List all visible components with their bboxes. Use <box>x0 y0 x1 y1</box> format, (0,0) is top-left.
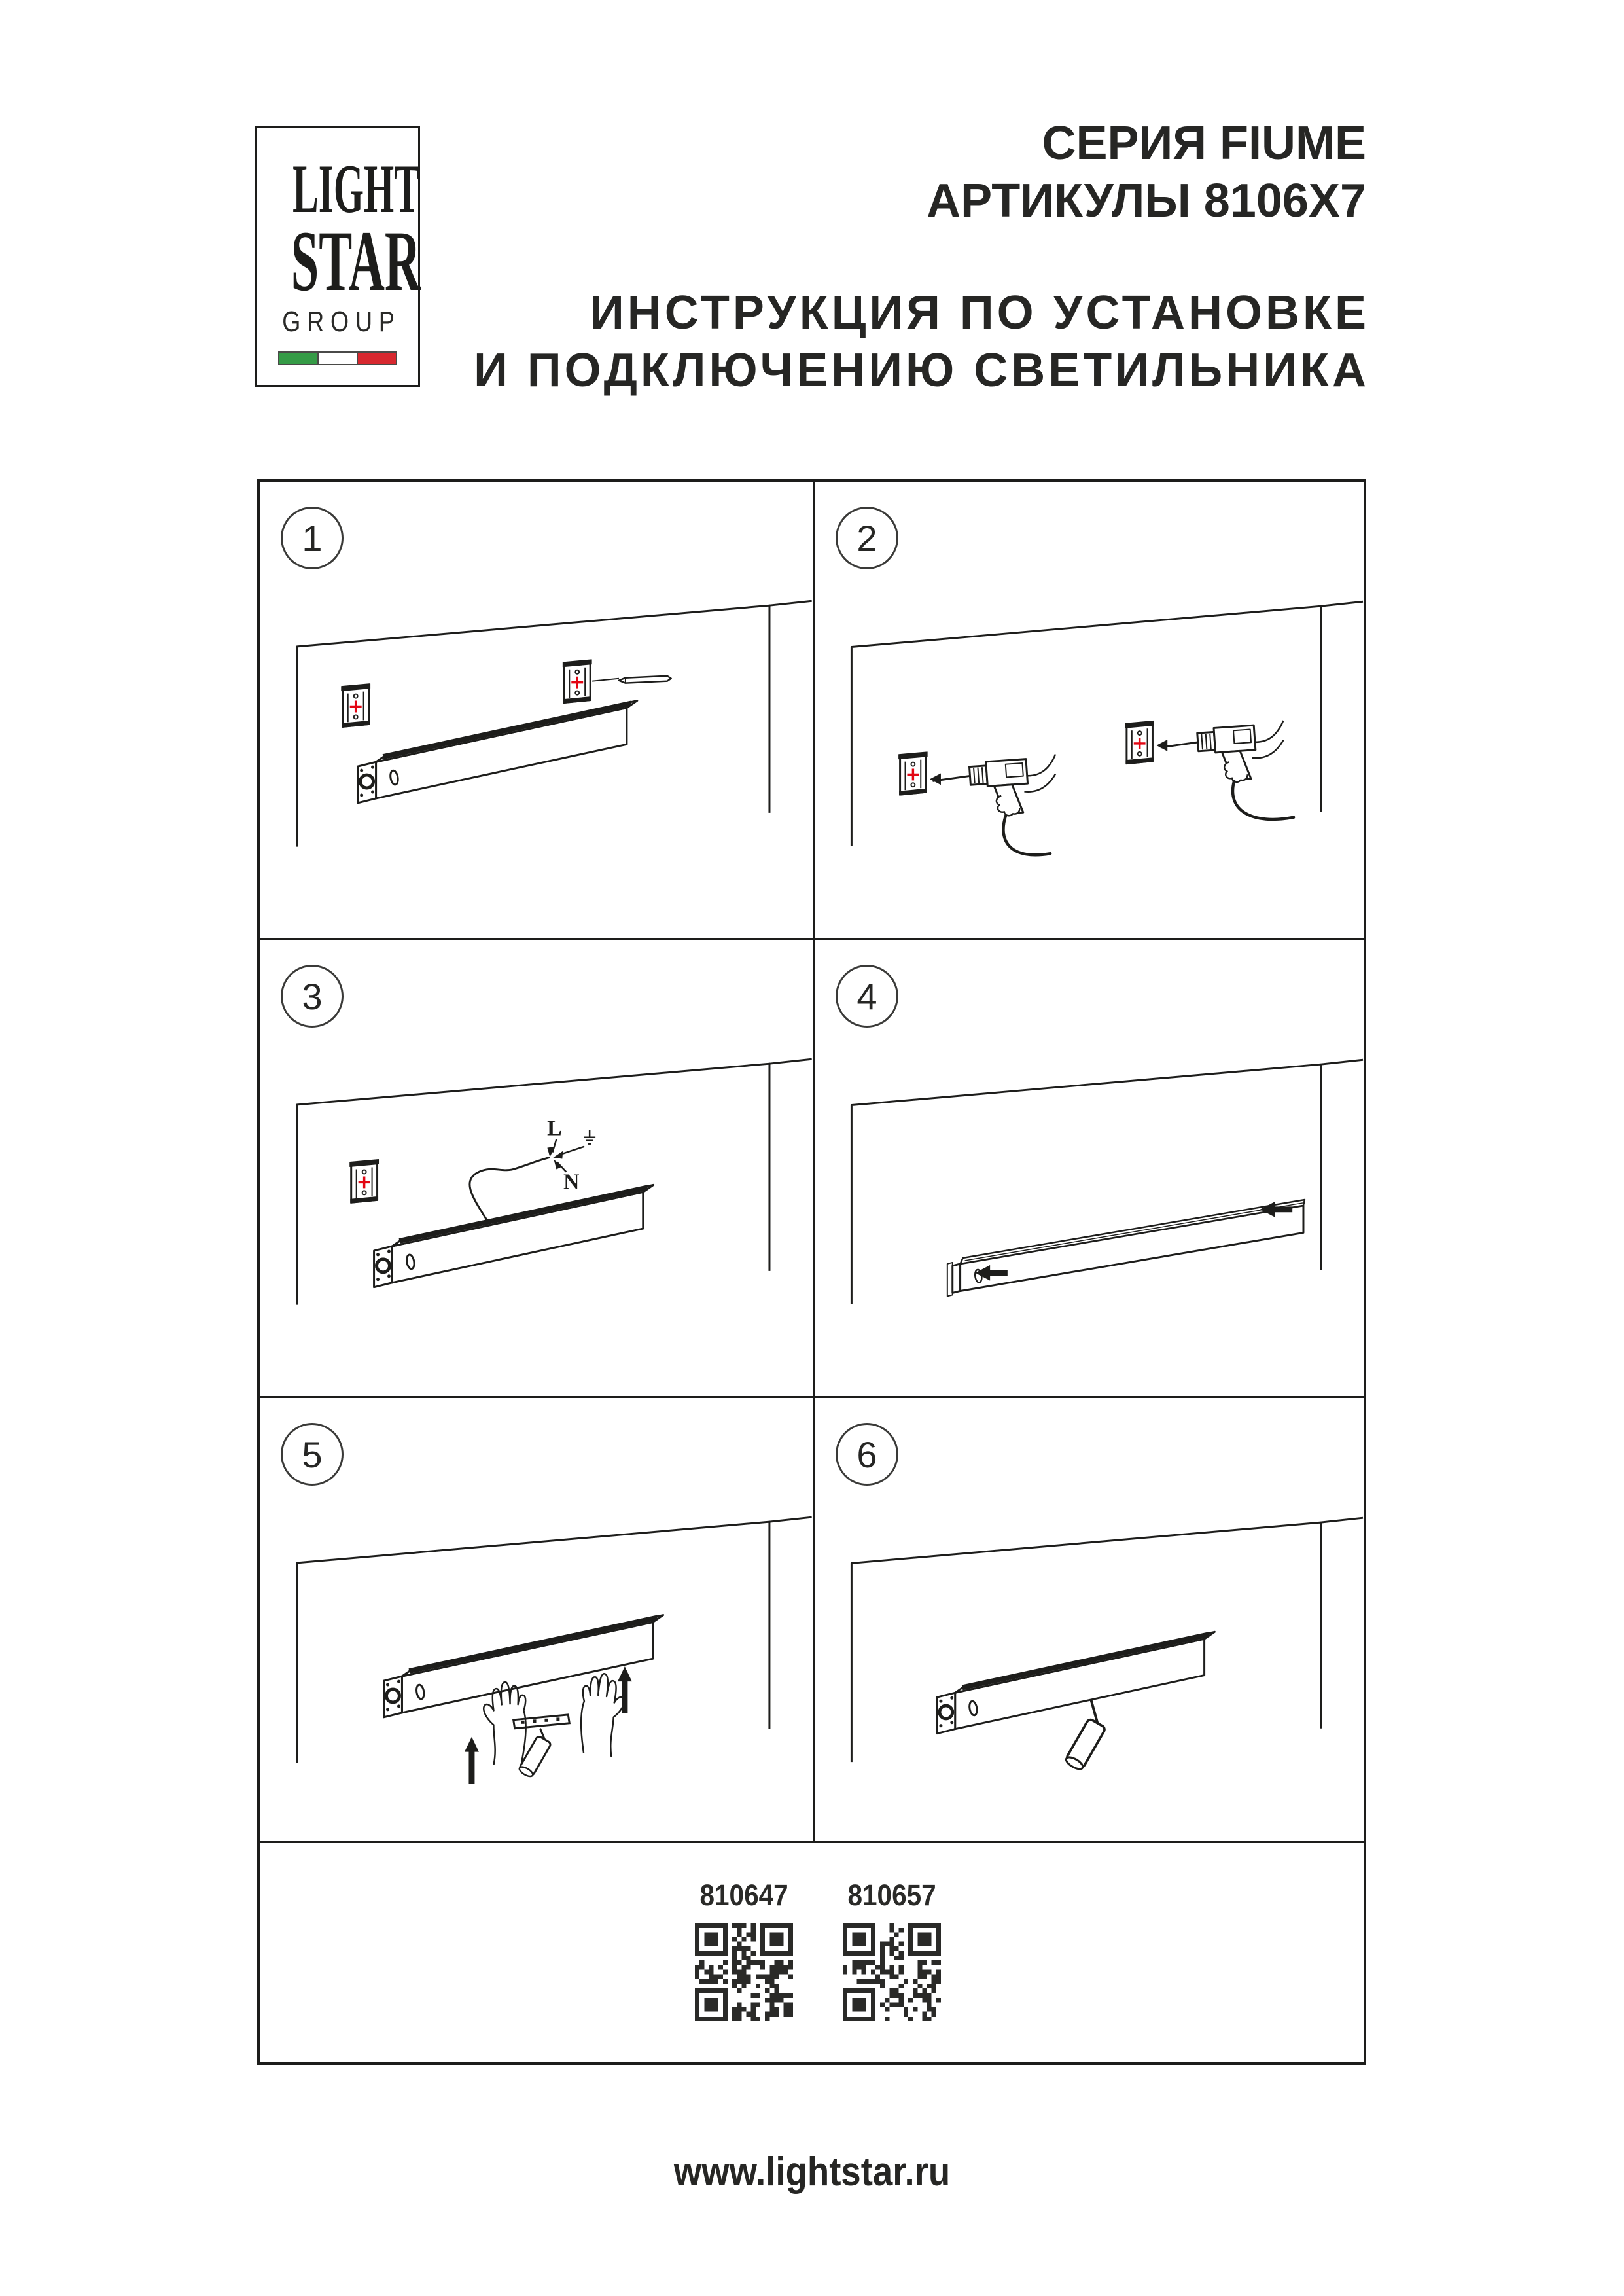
hand-icon <box>574 1671 628 1757</box>
series-title: СЕРИЯ FIUME <box>1042 117 1366 170</box>
flag-red <box>357 353 396 364</box>
track-light-bar-icon <box>358 701 637 803</box>
logo-word-light: LIGHT <box>292 151 420 227</box>
track-light-bar-icon <box>384 1615 663 1717</box>
wire-arrowhead <box>547 1147 555 1157</box>
qr-code <box>843 1923 941 2021</box>
mounting-bracket-icon <box>350 1160 379 1204</box>
label-neutral: N <box>563 1170 580 1194</box>
step-number-badge <box>836 1423 898 1486</box>
article-number: 810647 <box>699 1878 788 1912</box>
article-number: 810657 <box>847 1878 936 1912</box>
ground-symbol-icon <box>584 1130 595 1144</box>
step-number-badge <box>281 965 344 1028</box>
step-number: 3 <box>302 975 323 1017</box>
articles-title: АРТИКУЛЫ 8106X7 <box>927 175 1366 227</box>
step3-illustration <box>260 940 813 1396</box>
mounting-bracket-icon <box>342 684 370 728</box>
marking-pen-icon <box>619 676 671 683</box>
step-panel-2 <box>815 482 1364 940</box>
step-number: 4 <box>856 975 877 1017</box>
step-panel-4 <box>815 940 1364 1398</box>
step-panel-1 <box>260 482 815 940</box>
wall-icon <box>851 1060 1363 1304</box>
screw-direction-arrow-icon <box>930 773 941 785</box>
track-light-bar-icon <box>947 1200 1305 1296</box>
mounting-bracket-icon <box>1125 721 1154 764</box>
logo-word-group: GROUP <box>282 305 401 338</box>
mounting-bracket-icon <box>899 752 928 795</box>
step-number: 6 <box>856 1433 877 1475</box>
instruction-line2: И ПОДКЛЮЧЕНИЮ СВЕТИЛЬНИКА <box>474 344 1369 397</box>
screw-direction-arrow-icon <box>1156 740 1167 751</box>
spotlight-icon <box>1064 1718 1106 1771</box>
step1-illustration <box>260 482 813 938</box>
track-light-bar-icon <box>374 1185 654 1287</box>
instruction-sheet <box>257 479 1366 2065</box>
footer-url: www.lightstar.ru <box>673 2149 951 2195</box>
step-number-badge <box>281 1423 344 1486</box>
step-number: 1 <box>302 517 323 559</box>
label-live: L <box>547 1116 562 1141</box>
article-qr-row <box>266 1843 1369 2062</box>
italian-flag-icon <box>278 351 397 365</box>
wire-lead-ground <box>561 1147 584 1155</box>
step-panel-3 <box>260 940 815 1398</box>
wall-icon <box>851 601 1363 846</box>
step-number-badge <box>836 507 898 569</box>
flag-white <box>317 353 357 364</box>
step-panel-5 <box>260 1398 815 1843</box>
up-arrow-icon <box>618 1666 632 1713</box>
step6-illustration <box>815 1398 1364 1841</box>
power-cord-icon <box>1233 781 1294 819</box>
wire-arrowhead <box>554 1160 562 1170</box>
step-number-badge <box>281 507 344 569</box>
qr-code <box>695 1923 793 2021</box>
mounting-bracket-icon <box>563 660 591 704</box>
power-cord-icon <box>1003 816 1050 855</box>
step2-illustration <box>815 482 1364 938</box>
instruction-title-block <box>474 284 1369 399</box>
up-arrow-icon <box>465 1737 479 1784</box>
step-number: 5 <box>302 1433 323 1475</box>
leader-line <box>592 679 619 681</box>
step-number-badge <box>836 965 898 1028</box>
lightstar-logo <box>255 126 420 387</box>
step5-illustration <box>260 1398 813 1841</box>
step4-illustration <box>815 940 1364 1396</box>
drill-icon <box>932 754 1060 821</box>
wall-icon <box>851 1518 1363 1762</box>
step-panel-6 <box>815 1398 1364 1843</box>
magnet-connector-icon <box>514 1715 570 1729</box>
article-group <box>843 1878 941 2062</box>
drill-icon <box>1159 721 1288 787</box>
track-light-bar-icon <box>937 1632 1214 1733</box>
flag-green <box>279 353 317 364</box>
header-title-block <box>927 115 1366 230</box>
step-number: 2 <box>856 517 877 559</box>
logo-word-star: STAR <box>291 212 421 309</box>
article-group <box>695 1878 793 2062</box>
instruction-line1: ИНСТРУКЦИЯ ПО УСТАНОВКЕ <box>590 287 1369 339</box>
wire-arrowhead <box>553 1151 563 1159</box>
